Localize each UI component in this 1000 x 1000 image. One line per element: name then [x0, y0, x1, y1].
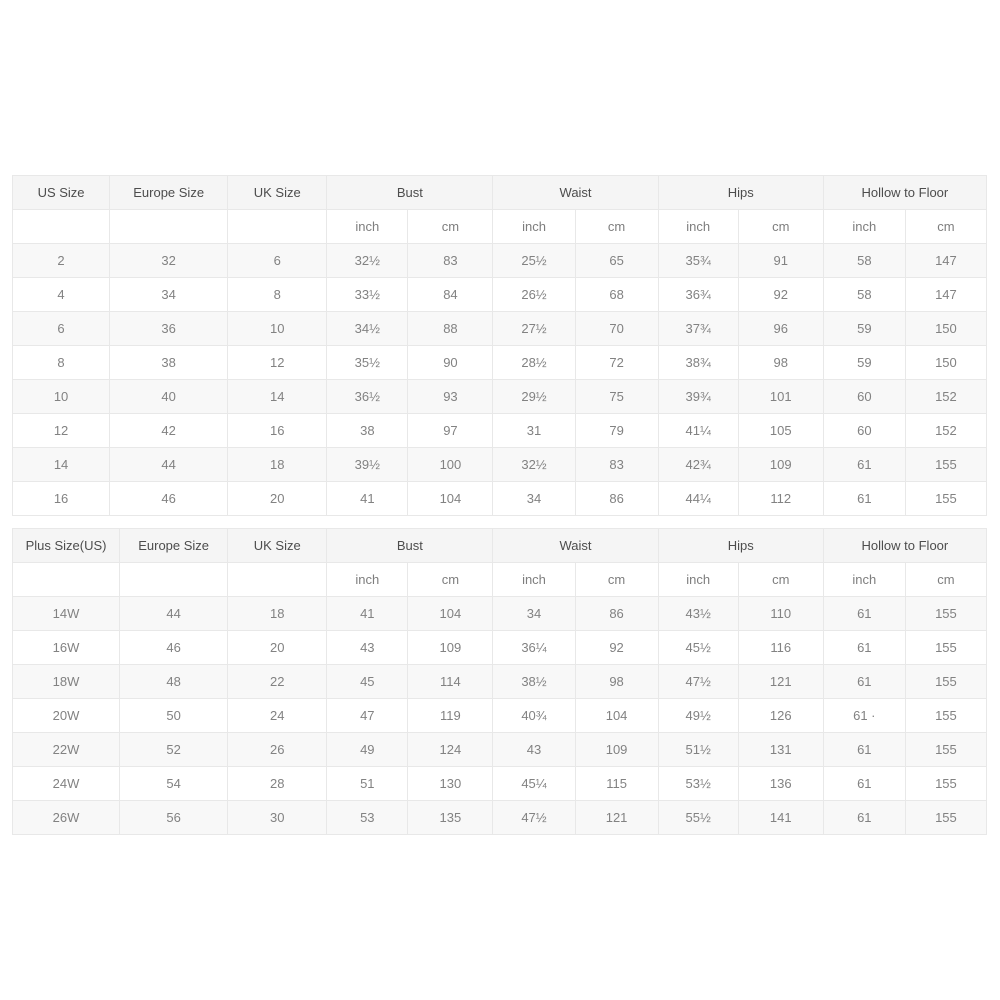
table-row: [13, 631, 987, 665]
measurement-cell: 109: [408, 631, 493, 665]
measurement-cell: 42: [110, 414, 228, 448]
measurement-cell: 121: [738, 665, 823, 699]
measurement-cell: 40: [110, 380, 228, 414]
measurement-cell: 53: [327, 801, 408, 835]
measurement-cell: 37¾: [658, 312, 738, 346]
measurement-cell: 54: [120, 767, 228, 801]
column-header-hollow-to-floor: Hollow to Floor: [823, 529, 986, 563]
measurement-cell: 105: [738, 414, 823, 448]
measurement-cell: 43½: [658, 597, 738, 631]
measurement-cell: 61 ·: [823, 699, 905, 733]
measurement-cell: 39¾: [658, 380, 738, 414]
measurement-cell: 147: [905, 244, 986, 278]
measurement-cell: 58: [823, 278, 905, 312]
measurement-cell: 61: [823, 597, 905, 631]
table-row: [13, 346, 987, 380]
measurement-cell: 61: [823, 767, 905, 801]
measurement-cell: 14: [228, 380, 327, 414]
measurement-cell: 48: [120, 665, 228, 699]
measurement-cell: 6: [228, 244, 327, 278]
measurement-cell: 31: [493, 414, 575, 448]
measurement-cell: 155: [905, 448, 986, 482]
measurement-cell: 98: [738, 346, 823, 380]
measurement-cell: 155: [905, 699, 986, 733]
measurement-cell: 124: [408, 733, 493, 767]
measurement-cell: 51½: [658, 733, 738, 767]
measurement-cell: 126: [738, 699, 823, 733]
measurement-cell: 115: [575, 767, 658, 801]
unit-header-cm: cm: [575, 563, 658, 597]
measurement-cell: 75: [575, 380, 658, 414]
measurement-cell: 101: [738, 380, 823, 414]
measurement-cell: 41¼: [658, 414, 738, 448]
measurement-cell: 42¾: [658, 448, 738, 482]
measurement-cell: 44: [110, 448, 228, 482]
table-units-row: [13, 210, 987, 244]
measurement-cell: 109: [738, 448, 823, 482]
column-header-bust: Bust: [327, 529, 493, 563]
measurement-cell: 150: [905, 312, 986, 346]
unit-header-cm: cm: [905, 210, 986, 244]
measurement-cell: 98: [575, 665, 658, 699]
unit-header-cm: cm: [408, 563, 493, 597]
measurement-cell: 65: [575, 244, 658, 278]
measurement-cell: 53½: [658, 767, 738, 801]
measurement-cell: 112: [738, 482, 823, 516]
measurement-cell: 119: [408, 699, 493, 733]
measurement-cell: 83: [575, 448, 658, 482]
measurement-cell: 34: [493, 482, 575, 516]
measurement-cell: 41: [327, 597, 408, 631]
measurement-cell: 61: [823, 801, 905, 835]
measurement-cell: 38: [110, 346, 228, 380]
measurement-cell: 33½: [327, 278, 408, 312]
measurement-cell: 152: [905, 414, 986, 448]
measurement-cell: 88: [408, 312, 493, 346]
measurement-cell: 34: [110, 278, 228, 312]
measurement-cell: 96: [738, 312, 823, 346]
size-cell: 18W: [13, 665, 120, 699]
measurement-cell: 36¾: [658, 278, 738, 312]
measurement-cell: 49: [327, 733, 408, 767]
measurement-cell: 32½: [327, 244, 408, 278]
measurement-cell: 155: [905, 597, 986, 631]
measurement-cell: 12: [228, 346, 327, 380]
unit-header-inch: inch: [823, 210, 905, 244]
measurement-cell: 155: [905, 482, 986, 516]
table-row: [13, 597, 987, 631]
measurement-cell: 22: [228, 665, 327, 699]
measurement-cell: 36½: [327, 380, 408, 414]
measurement-cell: 28½: [493, 346, 575, 380]
plus-size-table: [12, 528, 987, 835]
measurement-cell: 39½: [327, 448, 408, 482]
table-row: [13, 244, 987, 278]
measurement-cell: 86: [575, 482, 658, 516]
size-cell: 16W: [13, 631, 120, 665]
measurement-cell: 18: [228, 597, 327, 631]
measurement-cell: 35¾: [658, 244, 738, 278]
measurement-cell: 34½: [327, 312, 408, 346]
measurement-cell: 20: [228, 482, 327, 516]
table-row: [13, 767, 987, 801]
standard-size-table-head: [13, 176, 987, 244]
measurement-cell: 116: [738, 631, 823, 665]
measurement-cell: 60: [823, 414, 905, 448]
measurement-cell: 44: [120, 597, 228, 631]
measurement-cell: 24: [228, 699, 327, 733]
measurement-cell: 110: [738, 597, 823, 631]
table-units-row: [13, 563, 987, 597]
table-row: [13, 665, 987, 699]
measurement-cell: 61: [823, 631, 905, 665]
measurement-cell: 25½: [493, 244, 575, 278]
measurement-cell: 104: [408, 597, 493, 631]
measurement-cell: 28: [228, 767, 327, 801]
measurement-cell: 27½: [493, 312, 575, 346]
measurement-cell: 58: [823, 244, 905, 278]
measurement-cell: 18: [228, 448, 327, 482]
size-cell: 14: [13, 448, 110, 482]
measurement-cell: 104: [408, 482, 493, 516]
measurement-cell: 38¾: [658, 346, 738, 380]
table-row: [13, 801, 987, 835]
measurement-cell: 155: [905, 767, 986, 801]
measurement-cell: 30: [228, 801, 327, 835]
measurement-cell: 40¾: [493, 699, 575, 733]
size-cell: 4: [13, 278, 110, 312]
measurement-cell: 92: [738, 278, 823, 312]
measurement-cell: 147: [905, 278, 986, 312]
table-header-row: [13, 176, 987, 210]
measurement-cell: 59: [823, 346, 905, 380]
measurement-cell: 60: [823, 380, 905, 414]
unit-header-cm: cm: [738, 210, 823, 244]
measurement-cell: 86: [575, 597, 658, 631]
measurement-cell: 55½: [658, 801, 738, 835]
measurement-cell: 90: [408, 346, 493, 380]
column-header-europe-size: Europe Size: [110, 176, 228, 210]
table-row: [13, 380, 987, 414]
measurement-cell: 43: [327, 631, 408, 665]
measurement-cell: 152: [905, 380, 986, 414]
measurement-cell: 70: [575, 312, 658, 346]
measurement-cell: 61: [823, 448, 905, 482]
measurement-cell: 36¼: [493, 631, 575, 665]
measurement-cell: 32½: [493, 448, 575, 482]
unit-header-inch: inch: [327, 563, 408, 597]
unit-header-inch: inch: [493, 563, 575, 597]
empty-header-cell: [13, 210, 110, 244]
empty-header-cell: [13, 563, 120, 597]
measurement-cell: 47½: [658, 665, 738, 699]
standard-size-table: [12, 175, 987, 516]
table-row: [13, 448, 987, 482]
measurement-cell: 47½: [493, 801, 575, 835]
empty-header-cell: [110, 210, 228, 244]
measurement-cell: 141: [738, 801, 823, 835]
measurement-cell: 50: [120, 699, 228, 733]
unit-header-inch: inch: [658, 210, 738, 244]
measurement-cell: 79: [575, 414, 658, 448]
measurement-cell: 68: [575, 278, 658, 312]
size-cell: 12: [13, 414, 110, 448]
table-row: [13, 699, 987, 733]
measurement-cell: 44¼: [658, 482, 738, 516]
empty-header-cell: [228, 563, 327, 597]
table-row: [13, 312, 987, 346]
size-cell: 16: [13, 482, 110, 516]
measurement-cell: 29½: [493, 380, 575, 414]
measurement-cell: 43: [493, 733, 575, 767]
measurement-cell: 26½: [493, 278, 575, 312]
size-cell: 22W: [13, 733, 120, 767]
measurement-cell: 155: [905, 801, 986, 835]
measurement-cell: 104: [575, 699, 658, 733]
plus-size-table-body: [13, 597, 987, 835]
empty-header-cell: [228, 210, 327, 244]
standard-size-table-body: [13, 244, 987, 516]
measurement-cell: 155: [905, 733, 986, 767]
measurement-cell: 45½: [658, 631, 738, 665]
measurement-cell: 61: [823, 665, 905, 699]
measurement-cell: 8: [228, 278, 327, 312]
measurement-cell: 59: [823, 312, 905, 346]
measurement-cell: 61: [823, 733, 905, 767]
table-row: [13, 733, 987, 767]
measurement-cell: 45¼: [493, 767, 575, 801]
column-header-waist: Waist: [493, 529, 658, 563]
unit-header-inch: inch: [823, 563, 905, 597]
measurement-cell: 97: [408, 414, 493, 448]
measurement-cell: 130: [408, 767, 493, 801]
measurement-cell: 16: [228, 414, 327, 448]
measurement-cell: 136: [738, 767, 823, 801]
size-cell: 8: [13, 346, 110, 380]
measurement-cell: 150: [905, 346, 986, 380]
measurement-cell: 46: [120, 631, 228, 665]
column-header-hollow-to-floor: Hollow to Floor: [823, 176, 986, 210]
column-header-europe-size: Europe Size: [120, 529, 228, 563]
empty-header-cell: [120, 563, 228, 597]
measurement-cell: 61: [823, 482, 905, 516]
column-header-uk-size: UK Size: [228, 176, 327, 210]
measurement-cell: 131: [738, 733, 823, 767]
unit-header-inch: inch: [493, 210, 575, 244]
column-header-hips: Hips: [658, 529, 823, 563]
measurement-cell: 41: [327, 482, 408, 516]
measurement-cell: 109: [575, 733, 658, 767]
table-row: [13, 278, 987, 312]
column-header-plus-size-us: Plus Size(US): [13, 529, 120, 563]
column-header-bust: Bust: [327, 176, 493, 210]
measurement-cell: 135: [408, 801, 493, 835]
column-header-hips: Hips: [658, 176, 823, 210]
unit-header-inch: inch: [327, 210, 408, 244]
measurement-cell: 10: [228, 312, 327, 346]
size-cell: 2: [13, 244, 110, 278]
measurement-cell: 38: [327, 414, 408, 448]
measurement-cell: 47: [327, 699, 408, 733]
table-header-row: [13, 529, 987, 563]
plus-size-table-head: [13, 529, 987, 597]
unit-header-cm: cm: [905, 563, 986, 597]
measurement-cell: 84: [408, 278, 493, 312]
column-header-uk-size: UK Size: [228, 529, 327, 563]
size-cell: 14W: [13, 597, 120, 631]
measurement-cell: 34: [493, 597, 575, 631]
measurement-cell: 35½: [327, 346, 408, 380]
measurement-cell: 121: [575, 801, 658, 835]
measurement-cell: 49½: [658, 699, 738, 733]
measurement-cell: 114: [408, 665, 493, 699]
table-row: [13, 414, 987, 448]
measurement-cell: 45: [327, 665, 408, 699]
measurement-cell: 36: [110, 312, 228, 346]
measurement-cell: 51: [327, 767, 408, 801]
unit-header-cm: cm: [738, 563, 823, 597]
measurement-cell: 56: [120, 801, 228, 835]
size-cell: 20W: [13, 699, 120, 733]
measurement-cell: 26: [228, 733, 327, 767]
measurement-cell: 93: [408, 380, 493, 414]
measurement-cell: 92: [575, 631, 658, 665]
measurement-cell: 52: [120, 733, 228, 767]
size-chart-tables: [12, 175, 988, 835]
unit-header-cm: cm: [408, 210, 493, 244]
measurement-cell: 83: [408, 244, 493, 278]
table-row: [13, 482, 987, 516]
measurement-cell: 46: [110, 482, 228, 516]
measurement-cell: 155: [905, 631, 986, 665]
measurement-cell: 32: [110, 244, 228, 278]
measurement-cell: 155: [905, 665, 986, 699]
measurement-cell: 72: [575, 346, 658, 380]
unit-header-inch: inch: [658, 563, 738, 597]
column-header-us-size: US Size: [13, 176, 110, 210]
size-cell: 6: [13, 312, 110, 346]
size-cell: 24W: [13, 767, 120, 801]
size-cell: 10: [13, 380, 110, 414]
measurement-cell: 20: [228, 631, 327, 665]
unit-header-cm: cm: [575, 210, 658, 244]
measurement-cell: 91: [738, 244, 823, 278]
measurement-cell: 38½: [493, 665, 575, 699]
size-cell: 26W: [13, 801, 120, 835]
column-header-waist: Waist: [493, 176, 658, 210]
measurement-cell: 100: [408, 448, 493, 482]
